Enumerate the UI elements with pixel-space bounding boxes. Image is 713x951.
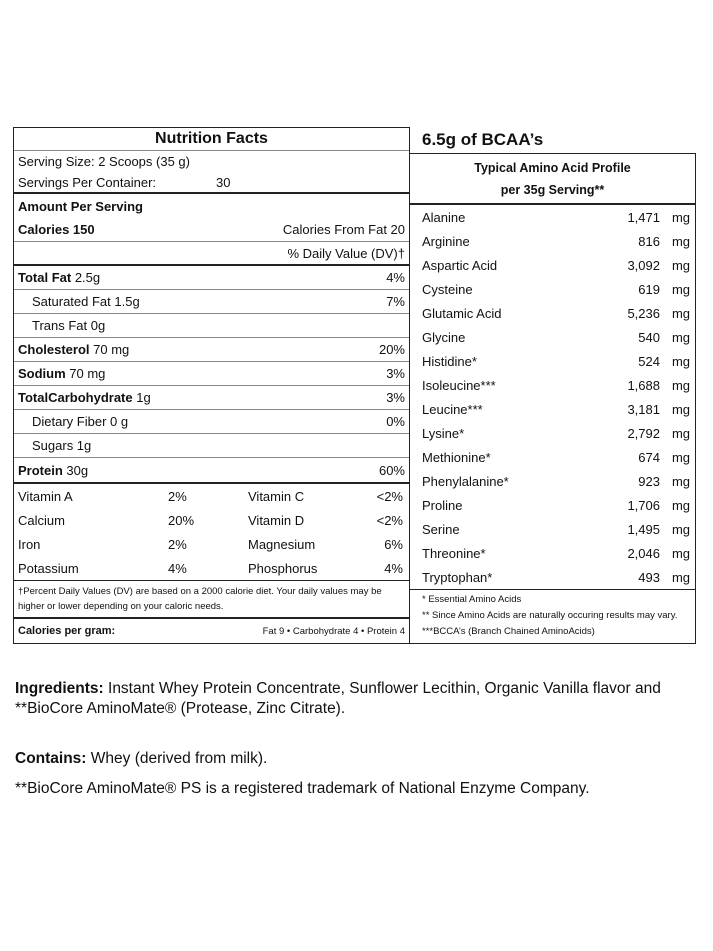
vitamin-name: Phosphorus [248,560,318,576]
amino-row [410,445,695,469]
amino-name: Proline [422,497,463,513]
nutrient-row [14,410,409,434]
amino-value: 540 [638,329,660,345]
amino-footnote-variation: ** Since Amino Acids are naturally occuring results may vary. [422,610,678,621]
calories-per-gram-values: Fat 9 • Carbohydrate 4 • Protein 4 [262,625,405,637]
contains-text: Whey (derived from milk). [86,750,268,767]
nutrient-label: Trans Fat 0g [32,318,106,333]
nutrient-row [14,314,409,338]
nutrient-row [14,362,409,386]
amino-value: 1,706 [627,497,660,513]
label-panels [13,127,696,644]
amino-acid-panel [410,127,696,644]
serving-size [14,151,409,172]
amino-value: 1,471 [627,209,660,225]
vitamin-row [14,508,409,532]
amino-value: 1,495 [627,521,660,537]
vitamin-dv: 4% [168,560,187,576]
amino-name: Tryptophan* [422,569,493,585]
nutrient-label: Sugars 1g [32,438,92,453]
vitamin-dv: <2% [376,512,403,528]
amino-unit: mg [671,425,690,441]
amino-profile-serving: per 35g Serving** [500,183,605,197]
amino-row [410,349,695,373]
amino-profile-title: Typical Amino Acid Profile [474,161,631,175]
nutrient-dv: 60% [378,462,405,478]
amino-name: Arginine [422,233,470,249]
vitamin-dv: 2% [168,488,187,504]
amino-unit: mg [671,545,690,561]
amino-unit: mg [671,233,690,249]
amino-name: Glycine [422,329,466,345]
amino-row [410,253,695,277]
calories: Calories 150 [18,222,95,237]
amino-row [410,397,695,421]
vitamin-dv: 4% [384,560,403,576]
amino-name: Lysine* [422,425,465,441]
amino-unit: mg [671,209,690,225]
vitamin-dv: 20% [168,512,195,528]
amino-row [410,373,695,397]
supplement-label [13,127,696,644]
nutrition-facts-title: Nutrition Facts [14,128,409,151]
contains [15,749,700,769]
amino-profile-header [410,154,695,205]
vitamin-row [14,532,409,556]
amino-name: Threonine* [422,545,486,561]
amino-name: Alanine [422,209,466,225]
amino-value: 3,181 [627,401,660,417]
amino-name: Phenylalanine* [422,473,509,489]
amino-row [410,325,695,349]
amino-value: 493 [638,569,660,585]
vitamin-row [14,556,409,580]
nutrient-label: Total Fat 2.5g [18,270,101,285]
daily-value-header-text: % Daily Value (DV)† [287,245,405,261]
calories-per-gram [14,619,409,643]
vitamin-dv: 6% [384,536,403,552]
amino-row [410,229,695,253]
ingredients-label: Ingredients: [15,680,104,697]
vitamin-name: Vitamin D [248,512,305,528]
vitamin-name: Iron [18,536,41,552]
amino-row [410,541,695,565]
servings-per-container [14,172,409,194]
amino-value: 674 [638,449,660,465]
amino-acid-box [410,153,696,644]
amino-unit: mg [671,521,690,537]
ingredients [15,679,700,719]
nutrient-dv: 4% [386,270,405,285]
nutrient-rows [14,266,409,482]
amino-value: 923 [638,473,660,489]
amino-unit: mg [671,497,690,513]
amino-row [410,565,695,589]
amino-value: 816 [638,233,660,249]
amino-value: 5,236 [627,305,660,321]
nutrient-dv: 7% [386,294,405,309]
amount-per-serving-text: Amount Per Serving [18,198,143,214]
daily-value-footnote: †Percent Daily Values (DV) are based on a 2000 calorie diet. Your daily values may be higher or lower depending on your caloric needs. [14,580,409,619]
vitamin-dv: <2% [376,488,403,504]
amino-name: Glutamic Acid [422,305,502,321]
nutrient-dv: 3% [386,366,405,381]
nutrient-label: Dietary Fiber 0 g [32,414,129,429]
contains-label: Contains: [15,750,87,767]
amino-unit: mg [671,473,690,489]
vitamin-row [14,484,409,508]
amino-row [410,493,695,517]
vitamin-name: Calcium [18,512,65,528]
nutrient-label: Saturated Fat 1.5g [32,294,140,309]
servings-label: Servings Per Container: [18,174,157,190]
nutrient-row [14,434,409,458]
nutrient-label: Sodium 70 mg [18,366,106,381]
amino-name: Histidine* [422,353,477,369]
amino-name: Leucine*** [422,401,483,417]
amino-unit: mg [671,401,690,417]
amino-value: 2,792 [627,425,660,441]
calories-from-fat: Calories From Fat 20 [282,222,405,237]
amino-unit: mg [671,257,690,273]
amino-row [410,301,695,325]
amino-name: Isoleucine*** [422,377,496,393]
amino-name: Methionine* [422,449,491,465]
amino-name: Serine [422,521,460,537]
amino-unit: mg [671,569,690,585]
amino-footnote-bcaa: ***BCCA’s (Branch Chained AminoAcids) [422,626,595,637]
amino-unit: mg [671,281,690,297]
vitamin-name: Magnesium [248,536,316,552]
amino-value: 2,046 [627,545,660,561]
amino-name: Cysteine [422,281,473,297]
vitamin-dv: 2% [168,536,187,552]
nutrient-dv: 20% [378,342,405,357]
amino-row [410,421,695,445]
amino-unit: mg [671,353,690,369]
nutrient-dv: 0% [386,414,405,429]
amino-value: 3,092 [627,257,660,273]
nutrient-label: TotalCarbohydrate 1g [18,390,151,405]
amino-footnote-essential: * Essential Amino Acids [422,594,522,605]
amino-unit: mg [671,377,690,393]
vitamin-name: Vitamin A [18,488,73,504]
vitamin-name: Potassium [18,560,79,576]
calories-row [14,218,409,242]
nutrient-row [14,338,409,362]
nutrient-row [14,386,409,410]
nutrition-facts-panel [13,127,410,644]
bcaa-title: 6.5g of BCAA’s [422,130,544,149]
amino-unit: mg [671,449,690,465]
amino-unit: mg [671,305,690,321]
amino-row [410,517,695,541]
serving-size-text: Serving Size: 2 Scoops (35 g) [18,154,190,169]
vitamin-name: Vitamin C [248,488,305,504]
amino-footnotes [410,589,695,643]
amino-row [410,205,695,229]
servings-value: 30 [216,174,231,190]
nutrient-row [14,266,409,290]
trademark-notice: **BioCore AminoMate® PS is a registered trademark of National Enzyme Company. [15,780,590,797]
amino-row [410,469,695,493]
nutrient-dv: 3% [386,390,405,405]
amino-unit: mg [671,329,690,345]
amount-per-serving [14,194,409,218]
vitamin-rows [14,482,409,580]
amino-value: 1,688 [627,377,660,393]
ingredients-text: Instant Whey Protein Concentrate, Sunflower Lecithin, Organic Vanilla flavor and **BioCore AminoMate® (Protease, Zinc Citrate). [15,680,661,717]
amino-rows [410,205,695,589]
nutrient-label: Protein 30g [18,462,89,478]
amino-name: Aspartic Acid [422,257,498,273]
calories-per-gram-label: Calories per gram: [18,625,116,637]
amino-value: 524 [638,353,660,369]
daily-value-header [14,242,409,266]
nutrient-row [14,458,409,482]
amino-value: 619 [638,281,660,297]
amino-row [410,277,695,301]
nutrient-label: Cholesterol 70 mg [18,342,130,357]
nutrient-row [14,290,409,314]
